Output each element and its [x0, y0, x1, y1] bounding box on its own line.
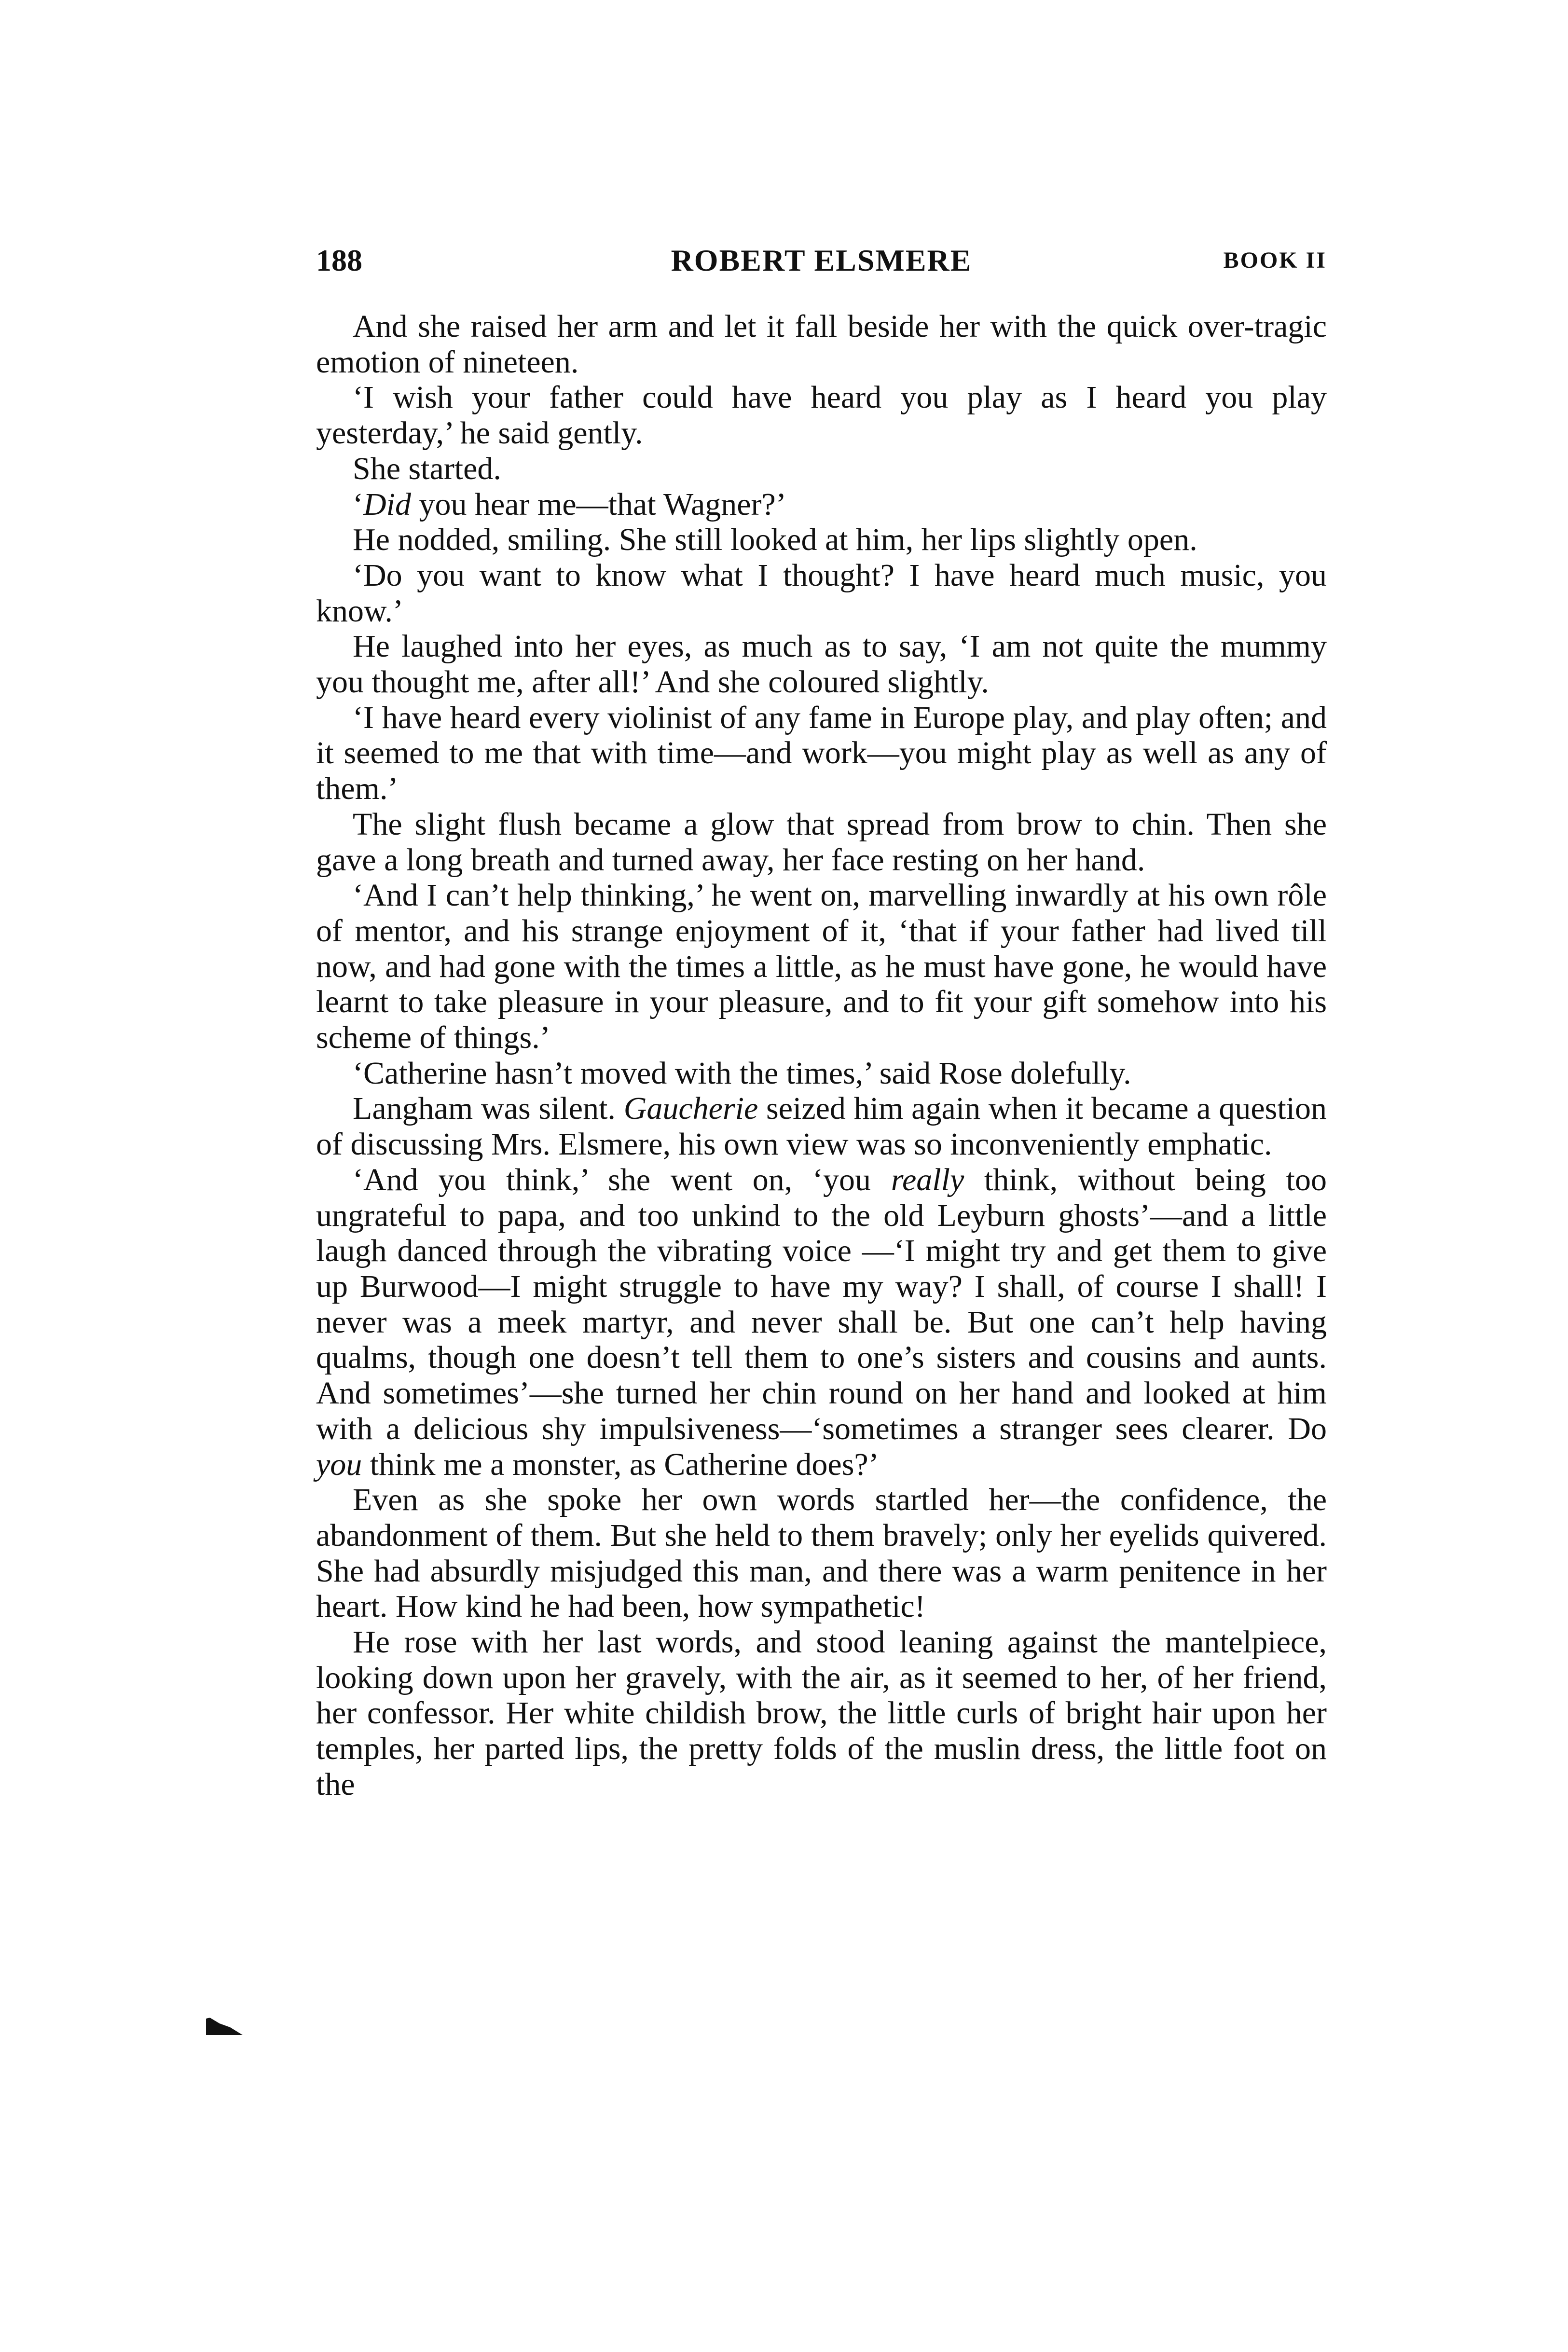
- text-run: ‘And you think,’ she went on, ‘you: [353, 1162, 891, 1197]
- text-run: Langham was silent.: [353, 1091, 624, 1127]
- paragraph: He rose with her last words, and stood leaning against the mantelpiece, looking down upon her gravely, with the air, as it seemed to her, of her friend, her confessor. Her white childish brow, the little curls of bright hair upon her temples, her parted lips, the pretty folds of the muslin dress, the little foot on the: [316, 1624, 1327, 1802]
- paragraph: The slight flush became a glow that spread from brow to chin. Then she gave a long breath and turned away, her face resting on her hand.: [316, 806, 1327, 878]
- paragraph: She started.: [353, 451, 501, 486]
- paragraph: ‘I wish your father could have heard you play as I heard you play yesterday,’ he said gently.: [316, 380, 1327, 451]
- text-run: ‘: [353, 486, 363, 522]
- text-run: you hear me—that Wagner?’: [411, 486, 786, 522]
- book-label: BOOK II: [1223, 248, 1327, 273]
- paragraph: He nodded, smiling. She still looked at him, her lips slightly open.: [353, 522, 1197, 558]
- paragraph: ‘And I can’t help thinking,’ he went on, marvelling inwardly at his own rôle of mentor, and his strange enjoyment of it, ‘that if your father had lived till now, and had gone with the times a little, as he must have gone, he would have learnt to take pleasure in your pleasure, and to fit your gift somehow into his scheme of things.’: [316, 878, 1327, 1056]
- paragraph: [316, 1091, 1327, 1162]
- text-run: think, without being too ungrateful to papa, and too unkind to the old Leyburn ghosts’—and a little laugh danced through the vibrating voice —‘I might try and get them to give up Burwood—I might struggle to have my way? I shall, of course I shall! I never was a meek martyr, and never shall be. But one can’t help having qualms, though one doesn’t tell them to one’s sisters and cousins and aunts. And sometimes’—she turned her chin round on her hand and looked at him with a delicious shy impulsiveness—‘sometimes a stranger sees clearer. Do: [316, 1162, 1327, 1446]
- paragraph: [316, 1162, 1327, 1482]
- paragraph: Even as she spoke her own words startled her—the confidence, the abandonment of them. But she held to them bravely; only her eyelids quivered. She had absurdly misjudged this man, and there was a warm penitence in her heart. How kind he had been, how sympathetic!: [316, 1482, 1327, 1624]
- text-run: seized him again when it became a question of discussing Mrs. Elsmere, his own view was so inconveniently emphatic.: [316, 1091, 1327, 1162]
- paragraph: ‘Catherine hasn’t moved with the times,’ said Rose dolefully.: [353, 1055, 1131, 1091]
- running-title: ROBERT ELSMERE: [671, 243, 972, 277]
- page-number: 188: [316, 243, 362, 277]
- italic-text: Gaucherie: [623, 1091, 758, 1127]
- italic-text: Did: [363, 486, 411, 522]
- italic-text: really: [891, 1162, 964, 1197]
- paragraph: ‘I have heard every violinist of any fame in Europe play, and play often; and it seemed to me that with time—and work—you might play as well as any of them.’: [316, 700, 1327, 807]
- text-run: think me a monster, as Catherine does?’: [362, 1446, 879, 1482]
- paragraph: And she raised her arm and let it fall beside her with the quick over-tragic emotion of nineteen.: [316, 309, 1327, 380]
- pointing-hand-icon: [205, 2016, 244, 2037]
- running-header: [316, 241, 1327, 280]
- paragraph: ‘Do you want to know what I thought? I have heard much music, you know.’: [316, 557, 1327, 629]
- paragraph: He laughed into her eyes, as much as to say, ‘I am not quite the mummy you thought me, after all!’ And she coloured slightly.: [316, 629, 1327, 700]
- italic-text: you: [316, 1446, 362, 1482]
- paragraph: [316, 487, 1327, 523]
- body-text: [316, 309, 1327, 1802]
